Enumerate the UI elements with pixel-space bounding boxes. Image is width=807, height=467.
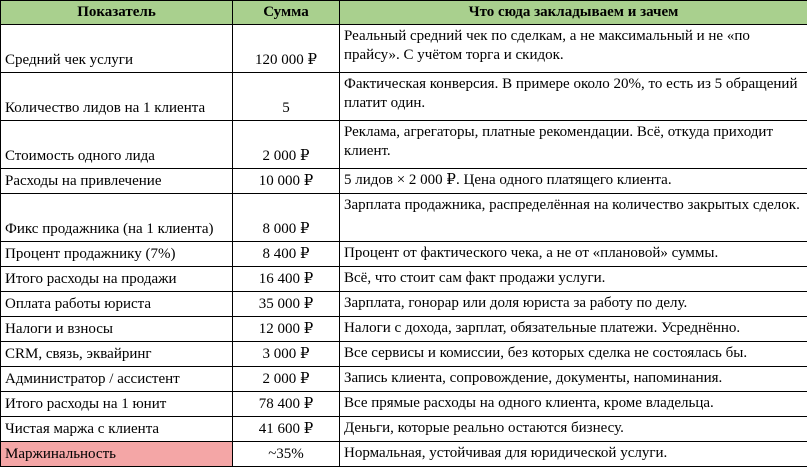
explanation-cell: Нормальная, устойчивая для юридической услуги. [340,442,807,467]
amount-cell: 2 000 ₽ [233,121,340,169]
amount-cell: 8 400 ₽ [233,242,340,267]
explanation-cell: Зарплата, гонорар или доля юриста за работу по делу. [340,292,807,317]
header-amount: Сумма [233,1,340,25]
table-body [1,25,807,467]
header-explanation: Что сюда закладываем и зачем [340,1,807,25]
amount-cell: 8 000 ₽ [233,194,340,242]
table-row [1,267,807,292]
table-row [1,121,807,169]
explanation-cell: Реклама, агрегаторы, платные рекомендации. Всё, откуда приходит клиент. [340,121,807,169]
amount-cell: 78 400 ₽ [233,392,340,417]
amount-cell: 5 [233,73,340,121]
table-row [1,317,807,342]
amount-cell: 10 000 ₽ [233,169,340,194]
table-row [1,442,807,467]
table-row [1,169,807,194]
indicator-cell: Расходы на привлечение [1,169,233,194]
amount-cell: 120 000 ₽ [233,25,340,73]
indicator-cell: Маржинальность [1,442,233,467]
table-row [1,342,807,367]
header-indicator: Показатель [1,1,233,25]
table-header-row [1,1,807,25]
indicator-cell: Чистая маржа с клиента [1,417,233,442]
explanation-cell: Деньги, которые реально остаются бизнесу. [340,417,807,442]
amount-cell: 12 000 ₽ [233,317,340,342]
explanation-cell: Реальный средний чек по сделкам, а не максимальный и не «по прайсу». С учётом торга и скидок. [340,25,807,73]
table-row [1,292,807,317]
indicator-cell: Стоимость одного лида [1,121,233,169]
indicator-cell: CRM, связь, эквайринг [1,342,233,367]
indicator-cell: Налоги и взносы [1,317,233,342]
table-row [1,367,807,392]
table-row [1,242,807,267]
indicator-cell: Администратор / ассистент [1,367,233,392]
indicator-cell: Количество лидов на 1 клиента [1,73,233,121]
amount-cell: 3 000 ₽ [233,342,340,367]
amount-cell: ~35% [233,442,340,467]
table-row [1,73,807,121]
explanation-cell: Фактическая конверсия. В примере около 20%, то есть из 5 обращений платит один. [340,73,807,121]
indicator-cell: Фикс продажника (на 1 клиента) [1,194,233,242]
explanation-cell: Все сервисы и комиссии, без которых сделка не состоялась бы. [340,342,807,367]
indicator-cell: Итого расходы на 1 юнит [1,392,233,417]
amount-cell: 35 000 ₽ [233,292,340,317]
amount-cell: 2 000 ₽ [233,367,340,392]
table-row [1,417,807,442]
amount-cell: 41 600 ₽ [233,417,340,442]
indicator-cell: Средний чек услуги [1,25,233,73]
table-row [1,25,807,73]
explanation-cell: Процент от фактического чека, а не от «плановой» суммы. [340,242,807,267]
indicator-cell: Процент продажнику (7%) [1,242,233,267]
table-row [1,392,807,417]
indicator-cell: Оплата работы юриста [1,292,233,317]
explanation-cell: Запись клиента, сопровождение, документы, напоминания. [340,367,807,392]
explanation-cell: Зарплата продажника, распределённая на количество закрытых сделок. [340,194,807,242]
explanation-cell: Налоги с дохода, зарплат, обязательные платежи. Усреднённо. [340,317,807,342]
amount-cell: 16 400 ₽ [233,267,340,292]
explanation-cell: 5 лидов × 2 000 ₽. Цена одного платящего клиента. [340,169,807,194]
explanation-cell: Все прямые расходы на одного клиента, кроме владельца. [340,392,807,417]
indicator-cell: Итого расходы на продажи [1,267,233,292]
explanation-cell: Всё, что стоит сам факт продажи услуги. [340,267,807,292]
table-row [1,194,807,242]
